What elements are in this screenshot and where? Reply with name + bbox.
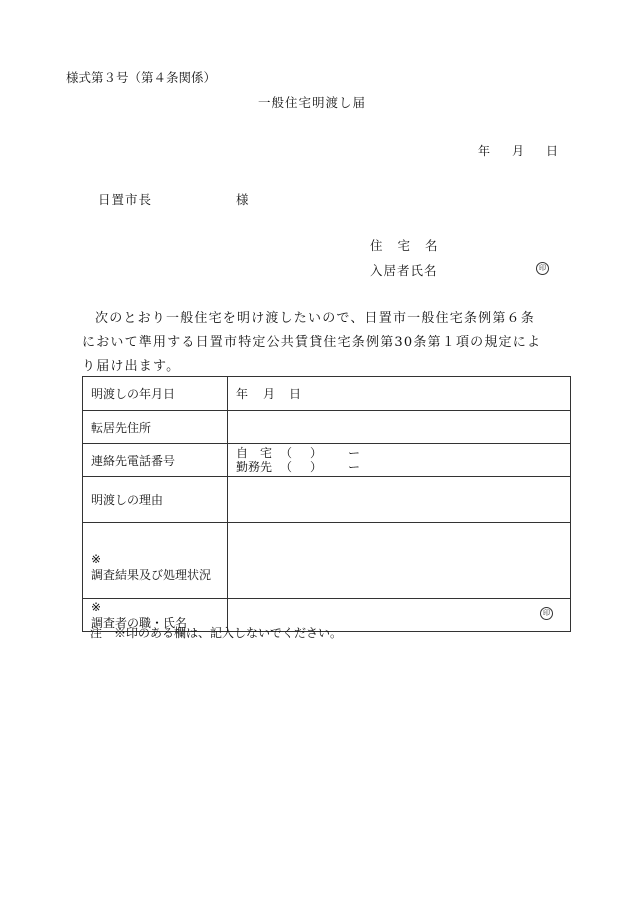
sender-name-label: 入居者氏名 xyxy=(370,263,438,278)
contact-phone-label: 連絡先電話番号 xyxy=(83,444,228,477)
sender-address-label xyxy=(370,236,453,254)
addressee-suffix: 様 xyxy=(236,192,250,207)
work-phone-line xyxy=(236,460,562,474)
table-row xyxy=(83,477,571,523)
new-address-field[interactable] xyxy=(228,411,571,444)
work-phone-open: （ xyxy=(280,460,293,474)
notification-form-table xyxy=(82,376,571,632)
work-phone-type: 勤務先 xyxy=(236,460,273,474)
table-row xyxy=(83,411,571,444)
table-row xyxy=(83,444,571,477)
form-number: 様式第３号（第４条関係） xyxy=(66,70,217,85)
sender-address-char-3: 名 xyxy=(425,238,438,253)
home-phone-open: （ xyxy=(280,446,293,460)
seal-icon: 印 xyxy=(540,607,553,620)
table-row xyxy=(83,523,571,599)
move-out-month: 月 xyxy=(263,387,276,401)
work-phone-dash: ー xyxy=(348,460,361,474)
home-phone-type: 自 宅 xyxy=(236,446,273,460)
contact-phone-field[interactable] xyxy=(228,444,571,477)
body-line-1: 次のとおり一般住宅を明け渡したいので、日置市一般住宅条例第６条 xyxy=(95,311,535,326)
date-month-label: 月 xyxy=(512,144,525,158)
table-row xyxy=(83,377,571,411)
addressee xyxy=(98,190,250,208)
move-out-reason-label: 明渡しの理由 xyxy=(83,477,228,523)
sender-address-char-1: 住 xyxy=(370,238,383,253)
survey-result-label-cell xyxy=(83,523,228,599)
addressee-name: 日置市長 xyxy=(98,192,153,207)
sender-address-char-2: 宅 xyxy=(397,238,411,253)
move-out-reason-field[interactable] xyxy=(228,477,571,523)
move-out-year: 年 xyxy=(236,387,249,401)
body-line-3: り届け出ます。 xyxy=(82,359,181,374)
move-out-date-field[interactable] xyxy=(228,377,571,411)
document-title: 一般住宅明渡し届 xyxy=(258,95,367,110)
survey-result-label: 調査結果及び処理状況 xyxy=(91,567,212,582)
official-use-mark: ※ xyxy=(91,551,102,566)
date-day-label: 日 xyxy=(546,144,559,158)
home-phone-line xyxy=(236,446,562,460)
body-line-2: において準用する日置市特定公共賃貸住宅条例第30条第１項の規定によ xyxy=(82,335,542,350)
official-use-mark: ※ xyxy=(91,600,102,614)
work-phone-close: ） xyxy=(310,460,323,474)
footnote: 注 ※印のある欄は、記入しないでください。 xyxy=(90,626,343,640)
move-out-date-label: 明渡しの年月日 xyxy=(83,377,228,411)
survey-result-field xyxy=(228,523,571,599)
date-year-label: 年 xyxy=(478,144,491,158)
move-out-day: 日 xyxy=(289,387,302,401)
home-phone-close: ） xyxy=(310,446,323,460)
new-address-label: 転居先住所 xyxy=(83,411,228,444)
surveyor-label: 調査者の職・氏名 xyxy=(91,616,188,630)
home-phone-dash: ー xyxy=(348,446,361,460)
body-paragraph xyxy=(82,307,574,379)
submission-date xyxy=(478,142,558,159)
seal-icon: 印 xyxy=(536,262,549,275)
